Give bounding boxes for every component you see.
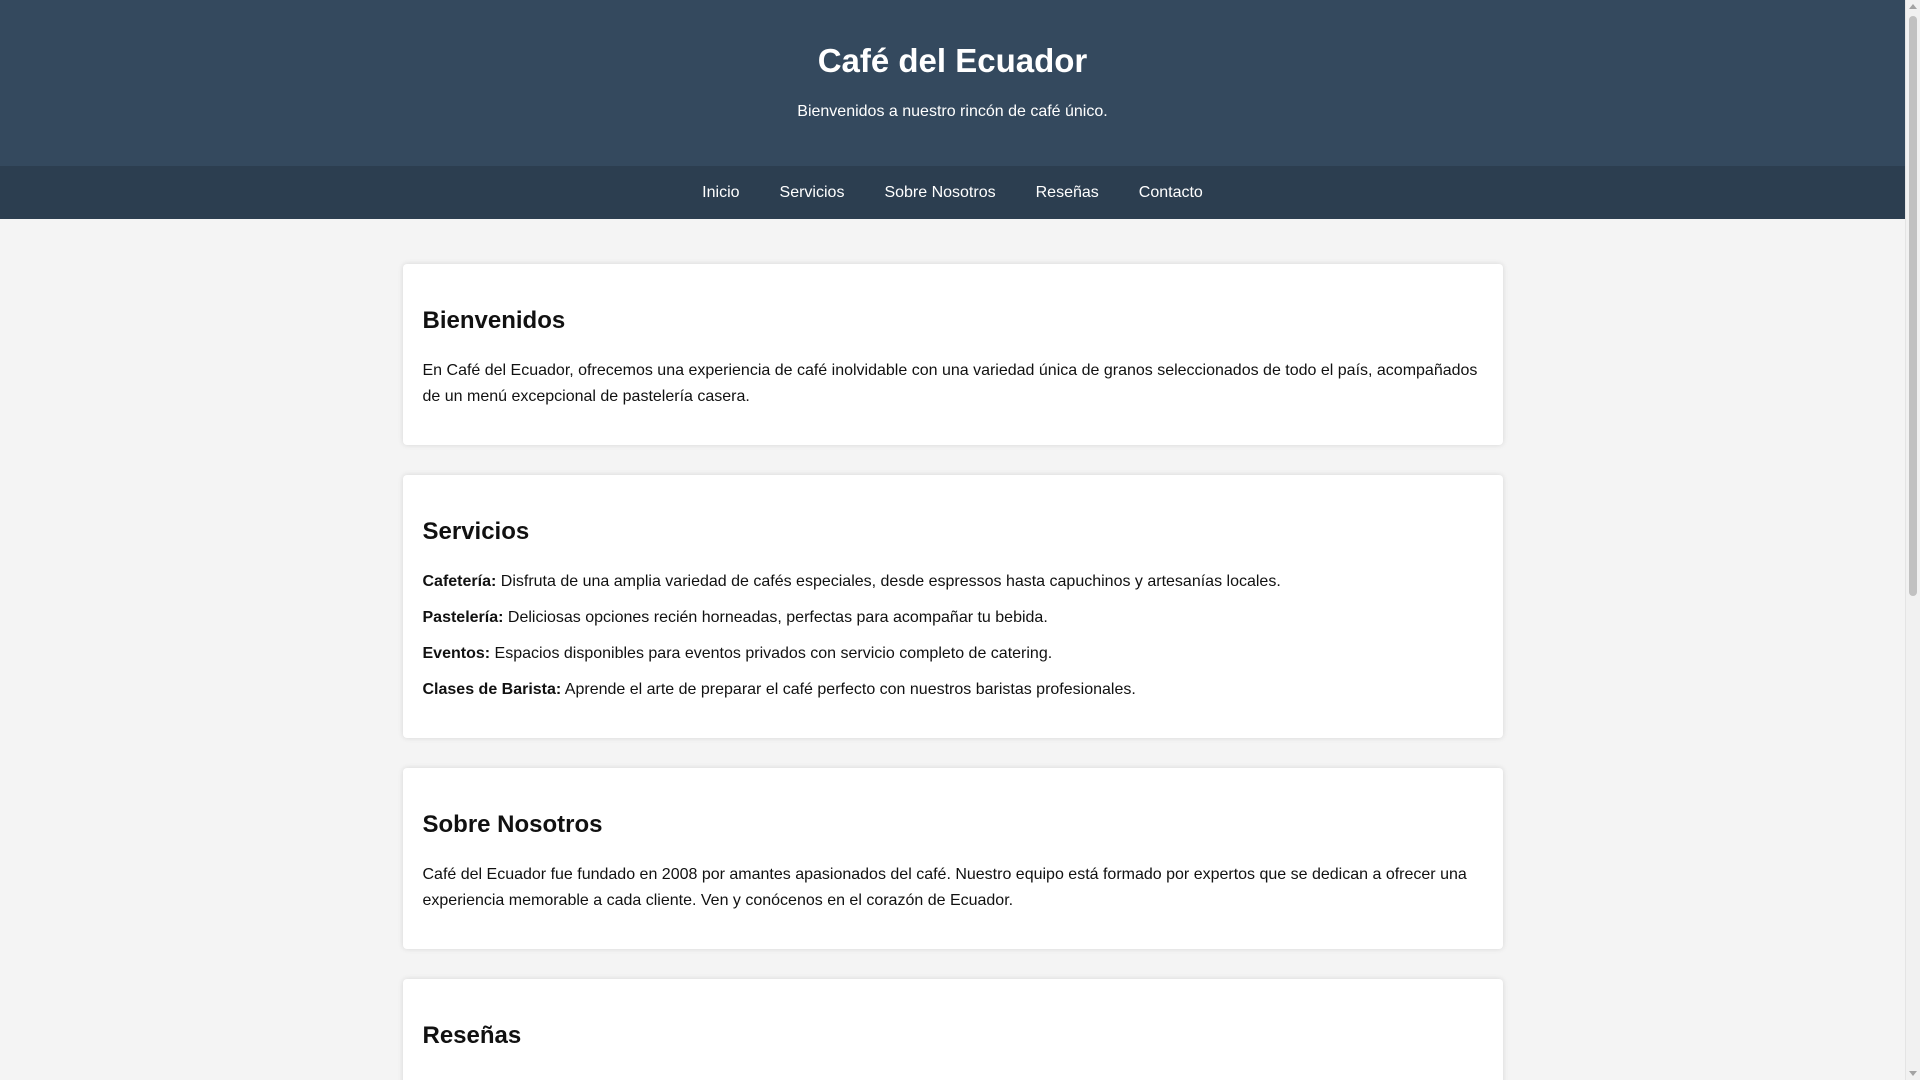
service-name: Pastelería: <box>422 609 504 626</box>
service-item-pasteleria <box>423 605 1483 631</box>
site-title: Café del Ecuador <box>817 42 1088 79</box>
nav-link-resenas[interactable]: Reseñas <box>1035 184 1099 201</box>
section-title-bienvenidos: Bienvenidos <box>422 307 566 334</box>
service-item-cafeteria <box>423 569 1483 595</box>
section-bienvenidos <box>403 264 1503 445</box>
site-header <box>0 0 1905 166</box>
section-sobre-nosotros <box>403 768 1503 949</box>
section-servicios <box>403 475 1503 738</box>
nav-link-inicio[interactable]: Inicio <box>702 184 740 201</box>
service-description: Espacios disponibles para eventos privados con servicio completo de catering. <box>490 645 1053 662</box>
service-item-eventos <box>423 641 1483 667</box>
nav-link-contacto[interactable]: Contacto <box>1138 184 1203 201</box>
vertical-scrollbar[interactable] <box>1905 0 1920 1080</box>
scroll-down-arrow-icon[interactable] <box>1909 1071 1917 1076</box>
main-nav <box>0 166 1905 219</box>
scroll-thumb[interactable] <box>1909 16 1917 596</box>
section-title-resenas: Reseñas <box>422 1022 522 1049</box>
scroll-up-arrow-icon[interactable] <box>1909 4 1917 9</box>
section-title-sobre-nosotros: Sobre Nosotros <box>422 811 603 838</box>
site-tagline: Bienvenidos a nuestro rincón de café único. <box>797 103 1108 120</box>
service-description: Deliciosas opciones recién horneadas, perfectas para acompañar tu bebida. <box>503 609 1048 626</box>
service-name: Eventos: <box>422 645 491 662</box>
nav-link-sobre-nosotros[interactable]: Sobre Nosotros <box>884 184 996 201</box>
service-item-clases-barista <box>423 677 1483 703</box>
service-description: Disfruta de una amplia variedad de cafés especiales, desde espressos hasta capuchinos y artesanías locales. <box>496 573 1281 590</box>
main-content <box>403 264 1503 1080</box>
service-name: Cafetería: <box>422 573 497 590</box>
nav-link-servicios[interactable]: Servicios <box>779 184 845 201</box>
service-description: Aprende el arte de preparar el café perfecto con nuestros baristas profesionales. <box>561 681 1136 698</box>
service-name: Clases de Barista: <box>422 681 562 698</box>
section-resenas <box>403 979 1503 1080</box>
bienvenidos-text: En Café del Ecuador, ofrecemos una experiencia de café inolvidable con una variedad única de granos seleccionados de todo el país, acompañados de un menú excepcional de pastelería casera. <box>422 362 1478 405</box>
sobre-nosotros-text: Café del Ecuador fue fundado en 2008 por amantes apasionados del café. Nuestro equipo está formado por expertos que se dedican a ofrecer una experiencia memorable a cada cliente. Ven y conócenos en el corazón de Ecuador. <box>422 866 1467 909</box>
section-title-servicios: Servicios <box>422 518 530 545</box>
